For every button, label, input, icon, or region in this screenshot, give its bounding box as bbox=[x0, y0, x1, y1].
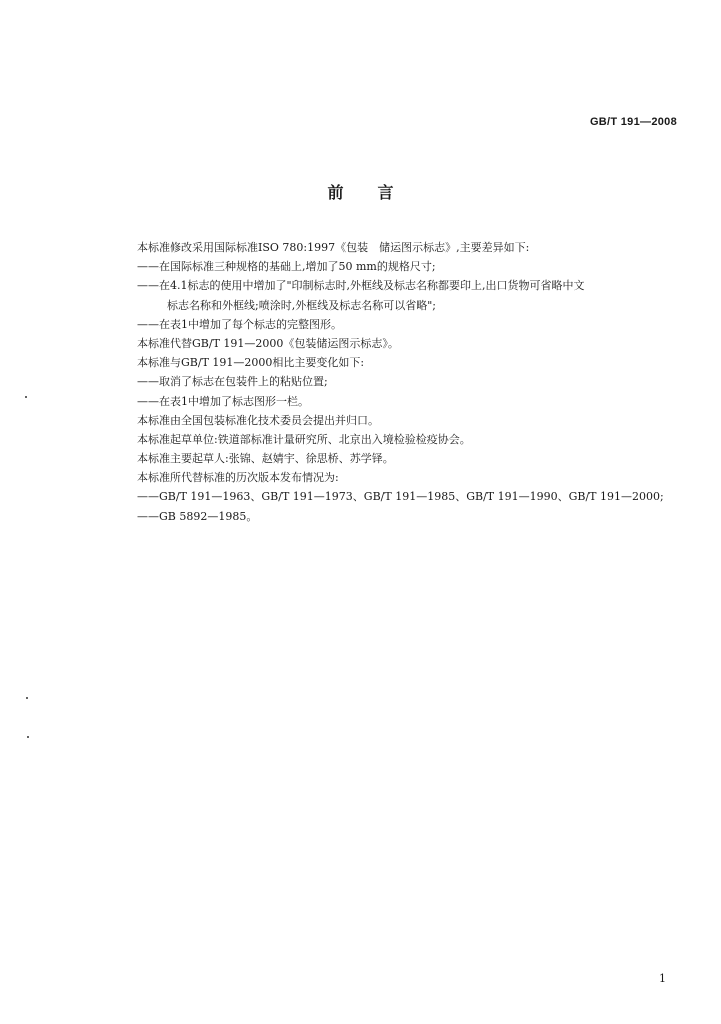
text-line: ——GB 5892—1985。 bbox=[137, 509, 258, 523]
text-line: 本标准与GB/T 191—2000相比主要变化如下: bbox=[137, 356, 365, 370]
page-number: 1 bbox=[659, 972, 666, 985]
text-line: ——在表1中增加了每个标志的完整图形。 bbox=[137, 317, 342, 331]
text-line: 标志名称和外框线;喷涂时,外框线及标志名称可以省略"; bbox=[167, 298, 436, 312]
text-line: 本标准所代替标准的历次版本发布情况为: bbox=[137, 471, 339, 485]
text-line: ——在4.1标志的使用中增加了"印制标志时,外框线及标志名称都要印上,出口货物可省略中文 bbox=[137, 279, 585, 293]
text-line: ——取消了标志在包装件上的粘贴位置; bbox=[137, 375, 328, 389]
text-line: ——在表1中增加了标志图形一栏。 bbox=[137, 394, 309, 408]
text-line: ——GB/T 191—1963、GB/T 191—1973、GB/T 191—1985、GB/T 191—1990、GB/T 191—2000; bbox=[137, 490, 664, 504]
standard-code: GB/T 191—2008 bbox=[589, 116, 677, 128]
text-line: 本标准主要起草人:张锦、赵婧宇、徐思桥、苏学铎。 bbox=[137, 452, 394, 466]
scan-speck bbox=[25, 396, 27, 398]
foreword-body bbox=[137, 238, 682, 526]
page-title: 前言 bbox=[327, 183, 428, 202]
text-line: 本标准由全国包装标准化技术委员会提出并归口。 bbox=[137, 413, 379, 427]
text-line: 本标准代替GB/T 191—2000《包装储运图示标志》。 bbox=[137, 336, 399, 350]
text-line: 本标准修改采用国际标准ISO 780:1997《包装 储运图示标志》,主要差异如下: bbox=[137, 241, 530, 254]
scan-speck bbox=[27, 736, 29, 738]
text-line: ——在国际标准三种规格的基础上,增加了50 mm的规格尺寸; bbox=[137, 260, 436, 274]
scan-speck bbox=[26, 697, 28, 699]
text-line: 本标准起草单位:铁道部标准计量研究所、北京出入境检验检疫协会。 bbox=[137, 432, 471, 446]
